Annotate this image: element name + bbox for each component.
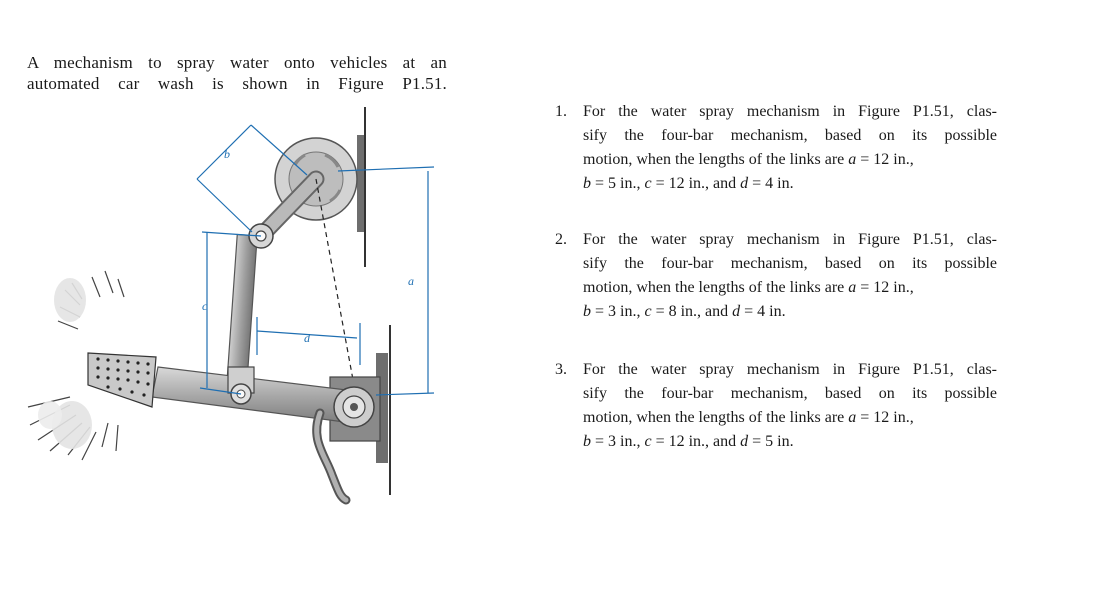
value-c: = 8 in., and <box>651 303 733 320</box>
value-b: = 5 in., <box>591 175 645 192</box>
problem-line <box>583 300 997 324</box>
intro-line-1: A mechanism to spray water onto vehicles at an <box>27 53 447 72</box>
label-a: a <box>408 274 414 288</box>
problem-line: sify the four-bar mechanism, based on its possible <box>583 127 997 144</box>
label-d: d <box>304 331 310 345</box>
variable-d: d <box>732 303 741 320</box>
problem-line: sify the four-bar mechanism, based on its possible <box>583 385 997 402</box>
value-a: = 12 in., <box>856 279 914 296</box>
value-d: = 5 in. <box>748 433 794 450</box>
variable-d: d <box>740 175 749 192</box>
variable-c: c <box>644 303 652 320</box>
label-b: b <box>224 147 230 161</box>
intro-line-2: automated car wash is shown in Figure P1.51. <box>27 74 447 93</box>
problem-line <box>583 406 997 430</box>
value-a: = 12 in., <box>856 151 914 168</box>
problem-text: motion, when the lengths of the links are <box>583 279 849 296</box>
variable-b: b <box>583 175 591 192</box>
value-b: = 3 in., <box>591 303 645 320</box>
value-c: = 12 in., and <box>651 175 741 192</box>
problem-number: 3. <box>555 361 567 378</box>
problem-body <box>583 228 997 324</box>
coupler-link <box>227 224 273 386</box>
lower-pivot <box>334 387 374 427</box>
value-a: = 12 in., <box>856 409 914 426</box>
value-b: = 3 in., <box>591 433 645 450</box>
mechanism-figure <box>20 95 470 515</box>
variable-b: b <box>583 303 591 320</box>
problem-text: motion, when the lengths of the links are <box>583 151 849 168</box>
label-c: c <box>202 299 208 313</box>
problem-line <box>583 276 997 300</box>
variable-c: c <box>644 433 652 450</box>
problem-body <box>583 100 997 196</box>
spray-nozzle <box>88 353 156 407</box>
problem-text: motion, when the lengths of the links are <box>583 409 849 426</box>
problem-line: For the water spray mechanism in Figure P1.51, clas- <box>583 361 997 378</box>
problem-line <box>583 172 997 196</box>
value-c: = 12 in., and <box>651 433 741 450</box>
intro-paragraph <box>27 52 447 94</box>
problem-line: For the water spray mechanism in Figure P1.51, clas- <box>583 231 997 248</box>
variable-b: b <box>583 433 591 450</box>
problem-body <box>583 358 997 454</box>
variable-a: a <box>848 409 857 426</box>
coupler-lower-joint <box>228 367 254 404</box>
value-d: = 4 in. <box>748 175 794 192</box>
problem-number: 2. <box>555 231 567 248</box>
problem-number: 1. <box>555 103 567 120</box>
variable-d: d <box>740 433 749 450</box>
value-d: = 4 in. <box>740 303 786 320</box>
problem-line: For the water spray mechanism in Figure P1.51, clas- <box>583 103 997 120</box>
variable-c: c <box>644 175 652 192</box>
variable-a: a <box>848 151 857 168</box>
problem-line: sify the four-bar mechanism, based on its possible <box>583 255 997 272</box>
problem-line <box>583 430 997 454</box>
variable-a: a <box>848 279 857 296</box>
problem-line <box>583 148 997 172</box>
